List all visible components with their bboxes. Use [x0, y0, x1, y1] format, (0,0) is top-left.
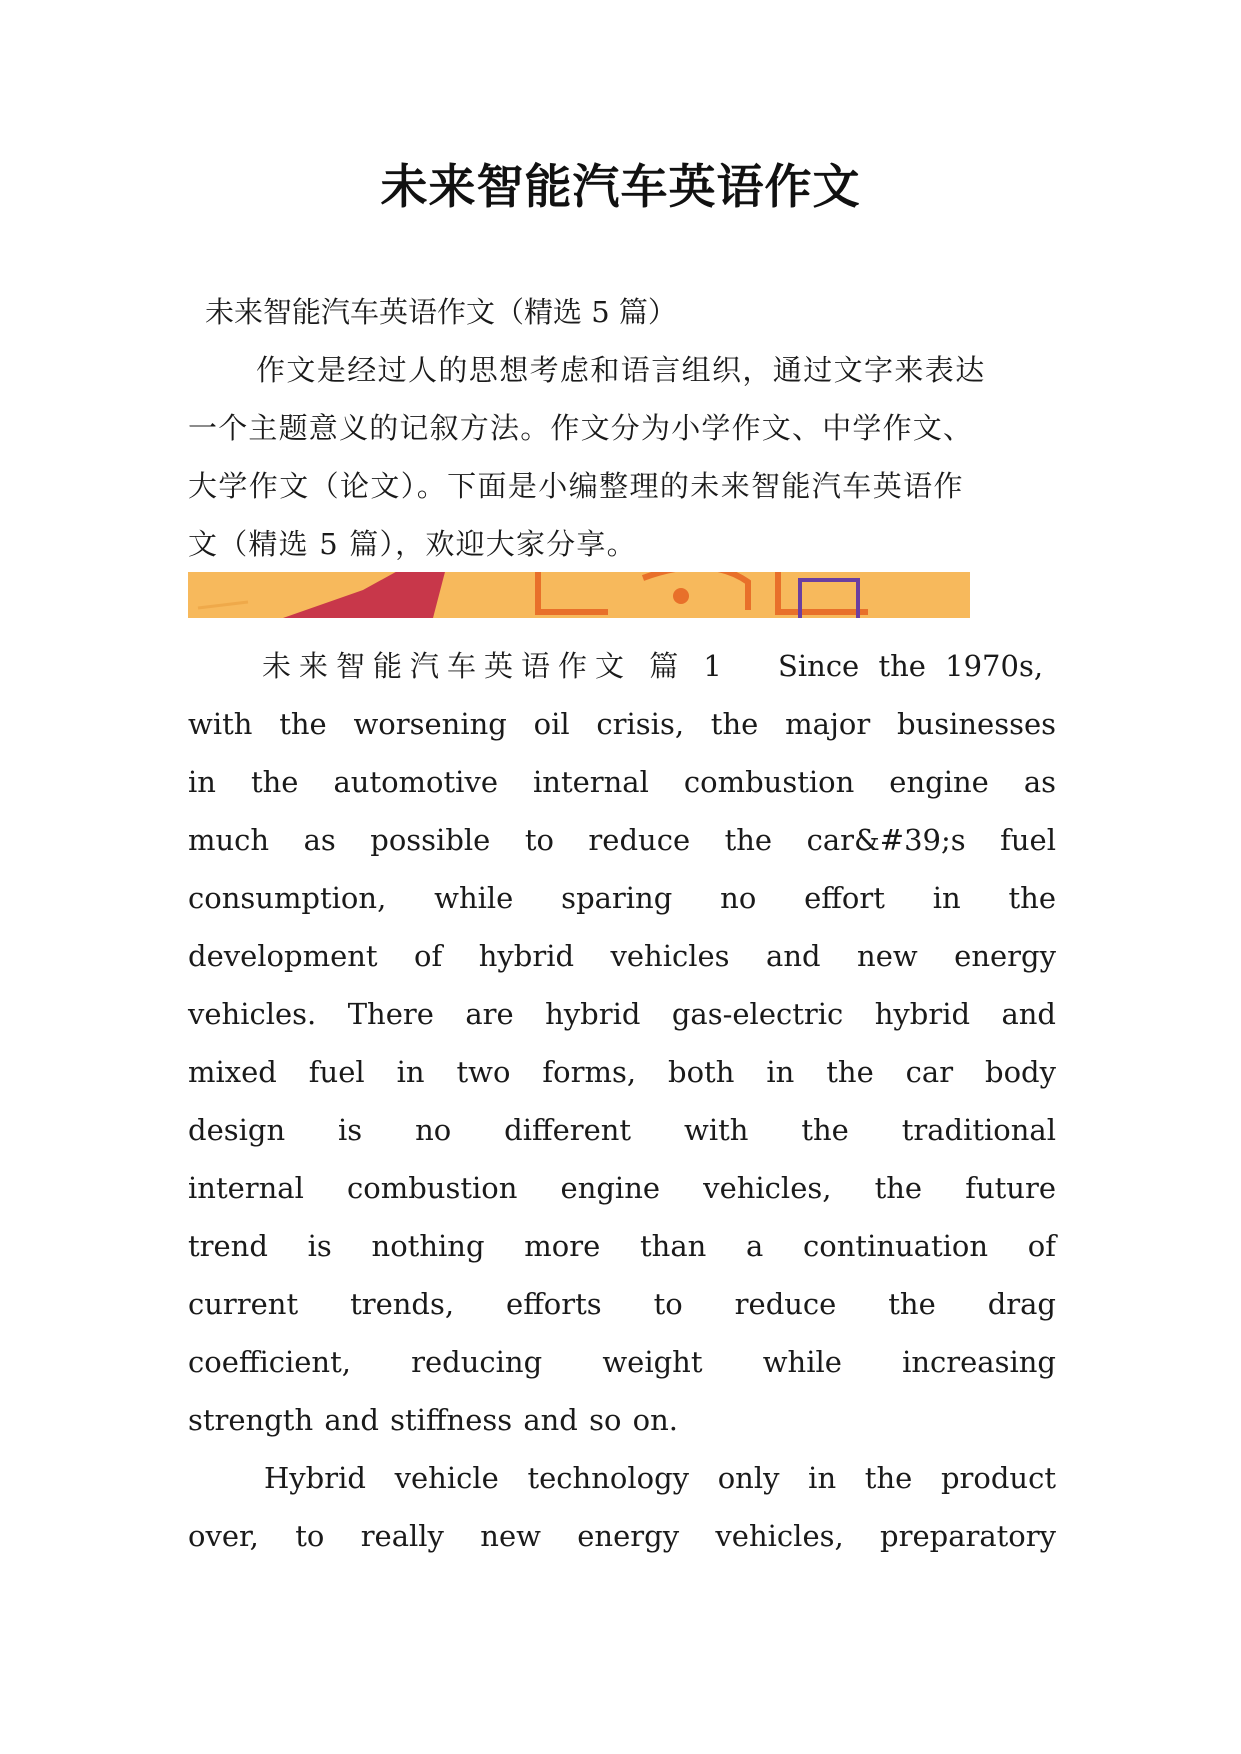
essay-1-line: internal combustion engine vehicles, the future [188, 1171, 1056, 1205]
essay-1-line: coefficient, reducing weight while increasing [188, 1345, 1056, 1379]
intro-line: 大学作文（论文）。下面是小编整理的未来智能汽车英语作 [188, 469, 964, 503]
essay-1-line: current trends, efforts to reduce the drag [188, 1287, 1056, 1321]
essay-1-line: strength and stiffness and so on. [188, 1403, 679, 1437]
banner-graphic [188, 572, 970, 618]
paragraph-2-line: Hybrid vehicle technology only in the product [264, 1461, 1056, 1495]
paragraph-2-line: over, to really new energy vehicles, preparatory [188, 1519, 1056, 1553]
intro-line: 一个主题意义的记叙方法。作文分为小学作文、中学作文、 [188, 411, 974, 445]
essay-1-first-line: Since the 1970s, [778, 649, 1044, 683]
essay-1-line: design is no different with the traditional [188, 1113, 1056, 1147]
document-title: 未来智能汽车英语作文 [380, 160, 861, 215]
intro-line: 文（精选 5 篇），欢迎大家分享。 [188, 527, 637, 561]
essay-1-line: trend is nothing more than a continuation of [188, 1229, 1056, 1263]
essay-1-line: mixed fuel in two forms, both in the car body [188, 1055, 1056, 1089]
essay-1-line: development of hybrid vehicles and new energy [188, 939, 1056, 973]
banner-image [188, 572, 970, 618]
document-subtitle: 未来智能汽车英语作文（精选 5 篇） [205, 295, 677, 329]
essay-1-line: with the worsening oil crisis, the major businesses [188, 707, 1056, 741]
essay-1-line: in the automotive internal combustion engine as [188, 765, 1056, 799]
intro-line: 作文是经过人的思想考虑和语言组织，通过文字来表达 [256, 353, 986, 387]
essay-1-heading: 未来智能汽车英语作文 篇 1 [262, 649, 730, 683]
essay-1-line: vehicles. There are hybrid gas-electric hybrid and [188, 997, 1056, 1031]
essay-1-line: much as possible to reduce the car&#39;s fuel [188, 823, 1056, 857]
essay-1-line: consumption, while sparing no effort in the [188, 881, 1056, 915]
